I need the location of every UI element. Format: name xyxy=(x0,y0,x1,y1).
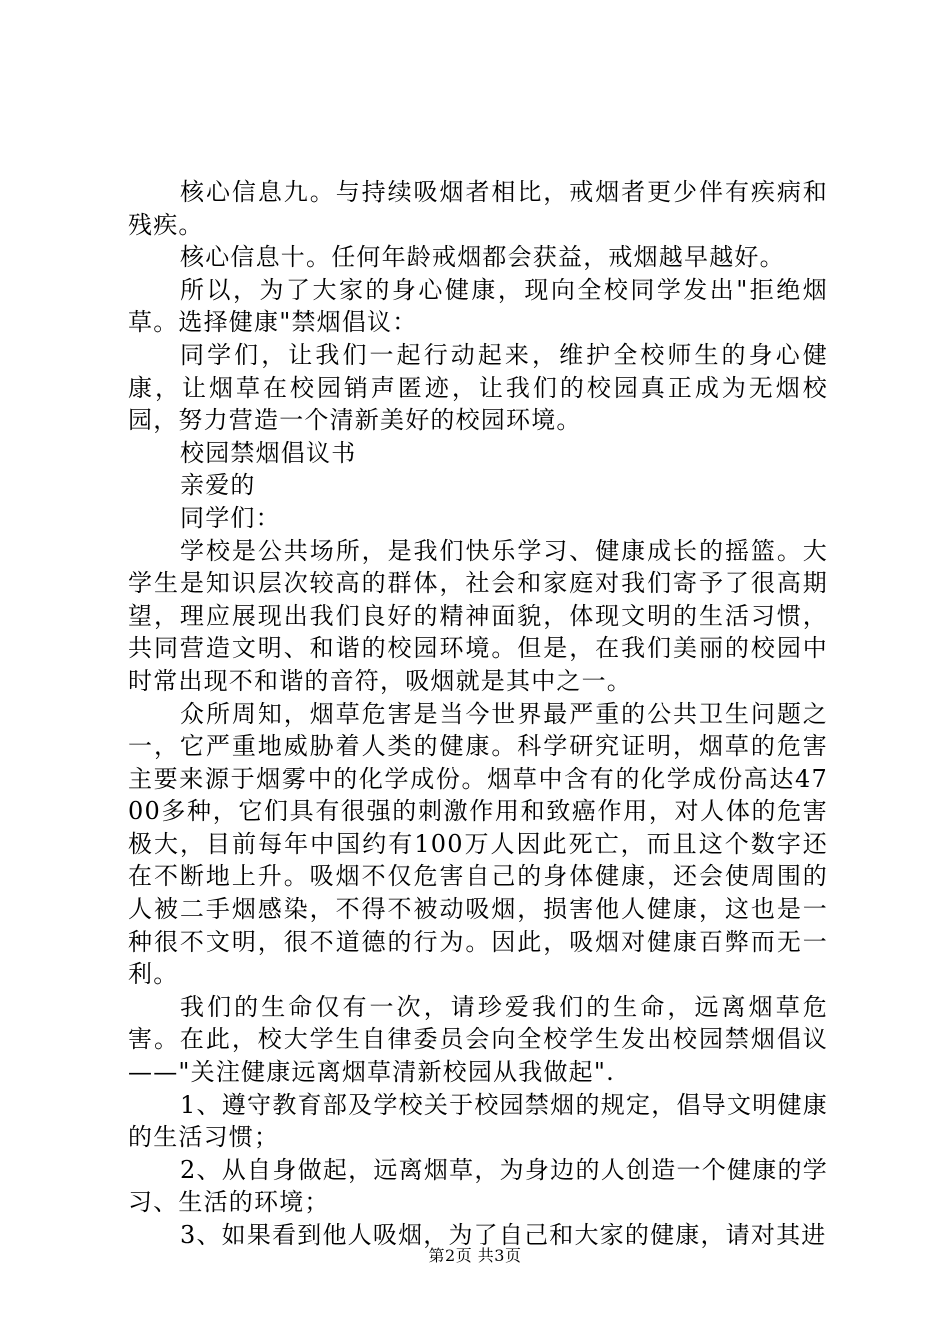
paragraph-core-info-10: 核心信息十。任何年龄戒烟都会获益，戒烟越早越好。 xyxy=(180,243,785,272)
list-item-1: 1、遵守教育部及学校关于校园禁烟的规定，倡导文明健康的生活习惯； xyxy=(128,1090,828,1152)
section-title: 校园禁烟倡议书 xyxy=(180,438,357,467)
paragraph-core-info-9: 核心信息九。与持续吸烟者相比，戒烟者更少伴有疾病和残疾。 xyxy=(128,178,828,239)
paragraph-school-public-place: 学校是公共场所，是我们快乐学习、健康成长的摇篮。大学生是知识层次较高的群体，社会和家庭对我们寄予了很高期望，理应展现出我们良好的精神面貌，体现文明的生活习惯，共同营造文明、和谐的校园环境。但是，在我们美丽的校园中时常出现不和谐的音符，吸烟就是其中之一。 xyxy=(128,536,828,695)
list-item-2: 2、从自身做起，远离烟草，为身边的人创造一个健康的学习、生活的环境； xyxy=(128,1155,828,1217)
salutation-line-1: 亲爱的 xyxy=(180,471,256,500)
list-item-3: 3、如果看到他人吸烟，为了自己和大家的健康，请对其进 xyxy=(180,1221,827,1249)
paragraph-proposal-intro: 所以，为了大家的身心健康，现向全校同学发出"拒绝烟草。选择健康"禁烟倡议： xyxy=(128,275,828,337)
document-body xyxy=(128,176,828,1252)
paragraph-cherish-life: 我们的生命仅有一次，请珍爱我们的生命，远离烟草危害。在此，校大学生自律委员会向全校学生发出校园禁烟倡议——"关注健康远离烟草清新校园从我做起". xyxy=(128,992,828,1087)
paragraph-tobacco-harm: 众所周知，烟草危害是当今世界最严重的公共卫生问题之一，它严重地威胁着人类的健康。科学研究证明，烟草的危害主要来源于烟雾中的化学成份。烟草中含有的化学成份高达4700多种，它们具有很强的刺激作用和致癌作用，对人体的危害极大，目前每年中国约有100万人因此死亡，而且这个数字还在不断地上升。吸烟不仅危害自己的身体健康，还会使周围的人被二手烟感染，不得不被动吸烟，损害他人健康，这也是一种很不文明，很不道德的行为。因此，吸烟对健康百弊而无一利。 xyxy=(128,699,828,989)
paragraph-call-to-action: 同学们，让我们一起行动起来，维护全校师生的身心健康，让烟草在校园销声匿迹，让我们的校园真正成为无烟校园，努力营造一个清新美好的校园环境。 xyxy=(128,340,828,435)
page-footer: 第2页 共3页 xyxy=(428,1246,522,1265)
salutation-line-2: 同学们： xyxy=(180,503,281,532)
